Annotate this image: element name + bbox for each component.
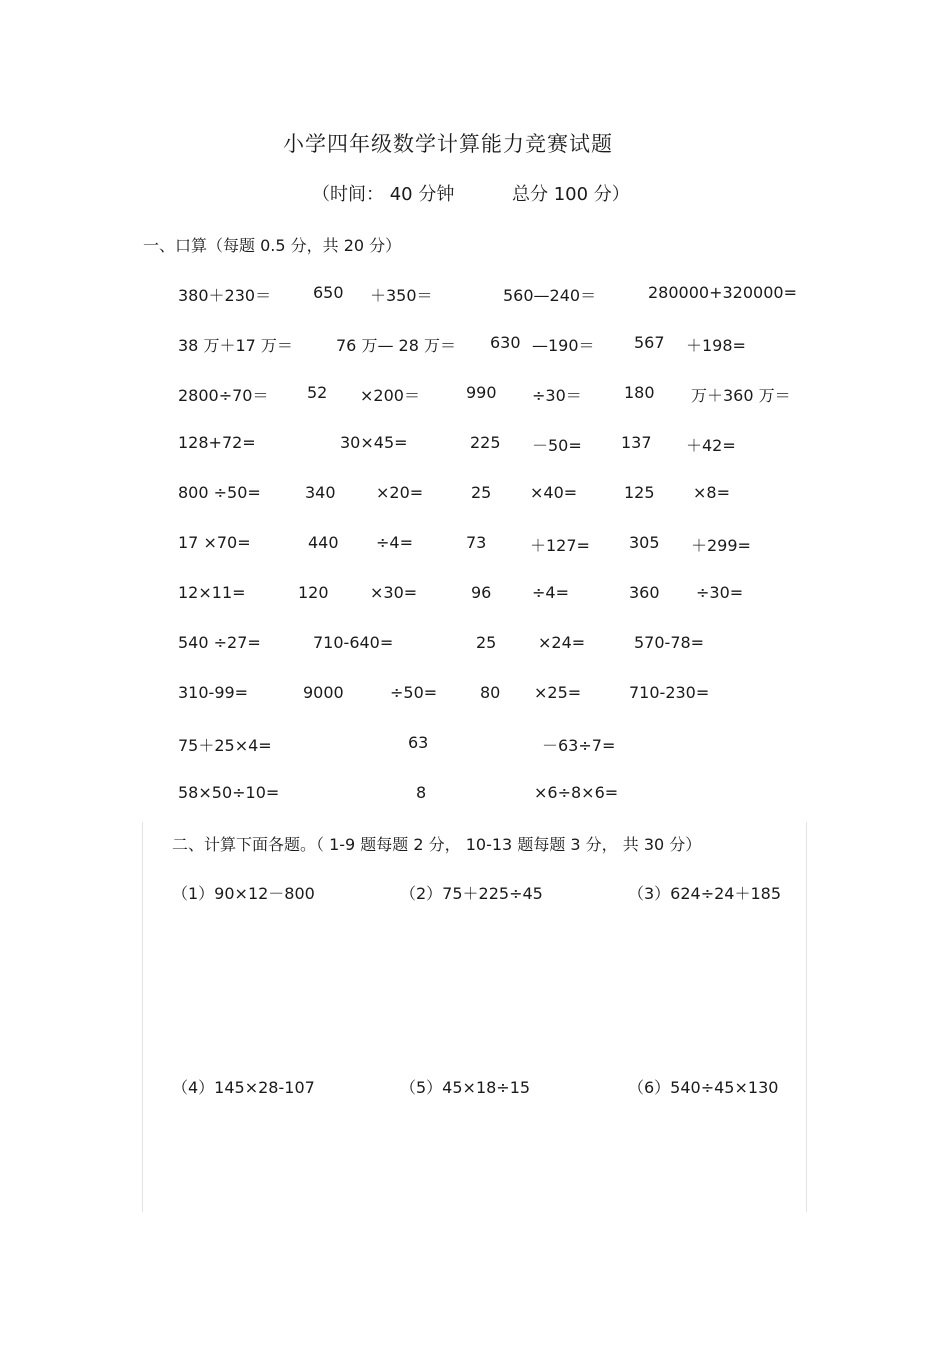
oral-item: 万＋360 万＝ (691, 386, 791, 405)
oral-item: 305 (629, 533, 660, 552)
oral-item: 800 ÷50= (178, 483, 261, 502)
section-2-left-border (142, 822, 143, 1212)
oral-item: 540 ÷27= (178, 633, 261, 652)
oral-item: ×6÷8×6= (534, 783, 619, 802)
oral-item: ×24= (538, 633, 586, 652)
calc-problem: （2）75＋225÷45 (400, 884, 543, 903)
section-2-right-border (806, 822, 807, 1212)
oral-item: 2800÷70＝ (178, 386, 269, 405)
oral-item: 280000+320000= (648, 283, 797, 302)
oral-item: 120 (298, 583, 329, 602)
oral-item: 340 (305, 483, 336, 502)
oral-item: 80 (480, 683, 501, 702)
calc-problem: （6）540÷45×130 (628, 1078, 779, 1097)
oral-item: 360 (629, 583, 660, 602)
oral-item: ÷30= (696, 583, 744, 602)
oral-item: 128+72= (178, 433, 256, 452)
section-2-heading: 二、计算下面各题。（ 1-9 题每题 2 分， 10-13 题每题 3 分， 共 30 分） (172, 835, 702, 854)
section-1-heading: 一、口算（每题 0.5 分，共 20 分） (143, 236, 402, 255)
oral-item: 17 ×70= (178, 533, 251, 552)
oral-item: 630 (490, 333, 521, 352)
oral-item: 650 (313, 283, 344, 302)
oral-item: 96 (471, 583, 492, 602)
oral-item: 75＋25×4= (178, 736, 272, 755)
oral-item: ×40= (530, 483, 578, 502)
oral-item: —190＝ (532, 336, 595, 355)
oral-item: 12×11= (178, 583, 246, 602)
oral-item: ÷50= (390, 683, 438, 702)
oral-item: ＋350＝ (370, 286, 433, 305)
oral-item: 73 (466, 533, 487, 552)
oral-item: 380＋230＝ (178, 286, 272, 305)
oral-item: ×25= (534, 683, 582, 702)
oral-item: 137 (621, 433, 652, 452)
oral-item: 76 万— 28 万＝ (336, 336, 456, 355)
oral-item: 567 (634, 333, 665, 352)
oral-item: －50= (532, 436, 582, 455)
oral-item: ＋127= (530, 536, 590, 555)
oral-item: 30×45= (340, 433, 408, 452)
oral-item: 58×50÷10= (178, 783, 280, 802)
oral-item: 63 (408, 733, 429, 752)
calc-problem: （4）145×28-107 (172, 1078, 315, 1097)
oral-item: ×8= (693, 483, 730, 502)
oral-item: 38 万＋17 万＝ (178, 336, 293, 355)
exam-total-score: 总分 100 分） (512, 184, 630, 205)
oral-item: 570-78= (634, 633, 705, 652)
oral-item: 225 (470, 433, 501, 452)
oral-item: －63÷7= (542, 736, 616, 755)
oral-item: ÷4= (532, 583, 569, 602)
oral-item: 25 (476, 633, 497, 652)
oral-item: ×30= (370, 583, 418, 602)
calc-problem: （1）90×12－800 (172, 884, 315, 903)
oral-item: ×20= (376, 483, 424, 502)
exam-time: （时间： 40 分钟 (312, 184, 455, 205)
oral-item: 440 (308, 533, 339, 552)
oral-item: ÷30＝ (532, 386, 582, 405)
oral-item: ＋299= (691, 536, 751, 555)
oral-item: 990 (466, 383, 497, 402)
oral-item: 310-99= (178, 683, 249, 702)
oral-item: ÷4= (376, 533, 413, 552)
oral-item: 710-640= (313, 633, 394, 652)
oral-item: ×200＝ (360, 386, 420, 405)
oral-item: ＋42= (686, 436, 736, 455)
oral-item: 710-230= (629, 683, 710, 702)
oral-item: 9000 (303, 683, 344, 702)
oral-item: 8 (416, 783, 427, 802)
page-title: 小学四年级数学计算能力竞赛试题 (283, 132, 613, 156)
oral-item: 180 (624, 383, 655, 402)
oral-item: ＋198= (686, 336, 746, 355)
oral-item: 560—240＝ (503, 286, 597, 305)
oral-item: 52 (307, 383, 328, 402)
oral-item: 125 (624, 483, 655, 502)
calc-problem: （3）624÷24＋185 (628, 884, 782, 903)
oral-item: 25 (471, 483, 492, 502)
calc-problem: （5）45×18÷15 (400, 1078, 531, 1097)
